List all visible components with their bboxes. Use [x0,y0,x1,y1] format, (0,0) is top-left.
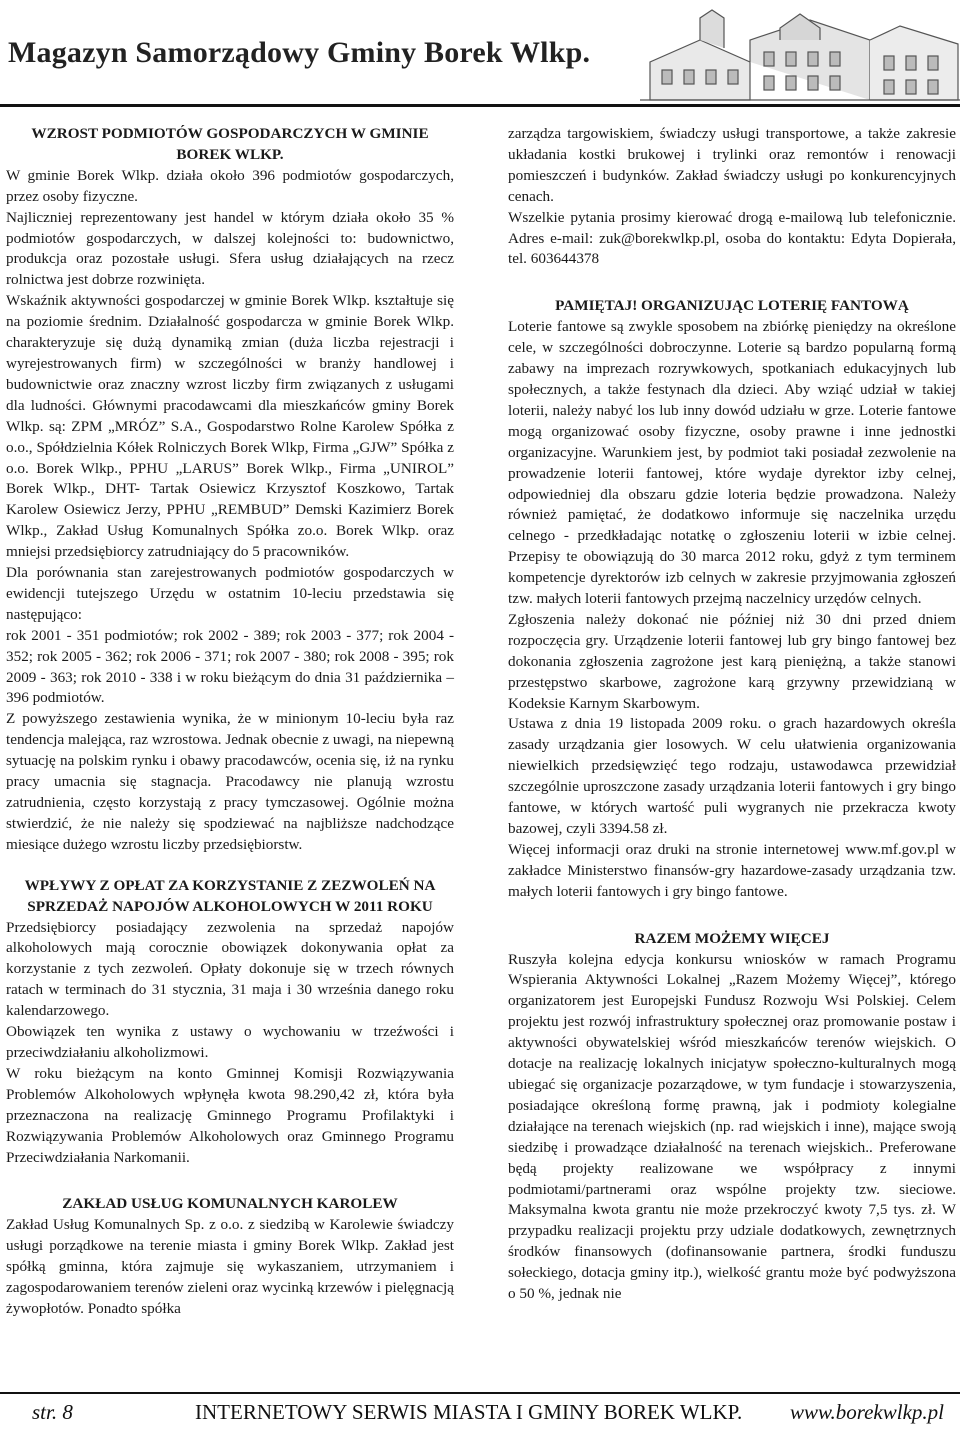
paragraph: Najliczniej reprezentowany jest handel w którym działa około 35 % podmiotów gospodarczych, w dalszej kolejności to: budownictwo, produkcja oraz pozostałe usługi. Sfera usług działających na rzecz rolnictwa jest dobrze rozwinięta. [6,208,454,289]
paragraph: Ruszyła kolejna edycja konkursu wniosków w ramach Programu Wspierania Aktywności Lokalnej „Razem Możemy Więcej”, którego organizatorem jest Europejski Fundusz Rozwoju Wsi Polskiej. Celem projektu jest rozwój infrastruktury społecznej oraz promowanie postaw i aktywności obywatelskiej wśród mieszkańców terenów wiejskich. O dotacje na realizację lokalnych inicjatyw społeczno-kulturalnych mogą ubiegać się organizacje pozarządowe, w tym fundacje i stowarzyszenia, posiadające określoną formę prawną, jak i podmioty kolegialne działające na terenach wiejskich (np. rad wiejskich i inne), mające swoją siedzibę i prowadzące działalność na terenach wiejskich.. Preferowane będą projekty realizowane we współpracy z innymi podmiotami/partnerami oraz wspólne projekty tzw. sieciowe. Maksymalna kwota grantu nie może przekroczyć kwoty 7,5 tys. zł. W przypadku realizacji projektu przy udziale dodatkowych, zewnętrznych środków finansowych (dofinansowanie partnera, środki funduszu sołeckiego, dotacja gminy itp.), wielkość grantu może być podwyższona o 50 %, jednak nie [508,950,956,1303]
paragraph: Wskaźnik aktywności gospodarczej w gminie Borek Wlkp. kształtuje się na poziomie średnim. Działalność gospodarcza w gminie Borek Wlkp. charakteryzuje się dużą dynamiką zmian (duża liczba rejestracji i wyrejestrowanych firm) w szczególności w branży handlowej i budownictwie oraz znaczny wzrost liczby firm związanych z usługami dla ludności. Głównymi pracodawcami dla mieszkańców gminy Borek Wlkp. są: ZPM „MRÓZ” S.A., Gospodarstwo Rolne Karolew Spółka z o.o., Spółdzielnia Kółek Rolniczych Borek Wlkp, Firma „GJW” Spółka z o.o. Borek Wlkp., PPHU „LARUS” Borek Wlkp., Firma „UNIROL” Borek Wlkp., DHT- Tartak Osiewicz Krzysztof Koszkowo, Tartak Karolew Osiewicz Jerzy, PPHU „REMBUD” Demski Kazimierz Borek Wlkp., Zakład Usług Komunalnych Spółka zo.o. Borek Wlkp. oraz mniejsi przedsiębiorcy zatrudniający do 5 pracowników. [6,292,454,561]
heading-zuk-karolew: ZAKŁAD USŁUG KOMUNALNYCH KAROLEW [62,1195,398,1213]
right-column [508,124,956,1305]
paragraph: zarządza targowiskiem, świadczy usługi transportowe, a także zakresie układania kostki brukowej i trylinki oraz remontów i renowacji pomieszczeń i budynków. Zakład świadczy usługi po konkurencyjnych cenach. [508,125,956,205]
heading-together-more: RAZEM MOŻEMY WIĘCEJ [634,929,830,947]
footer-website-link[interactable]: www.borekwlkp.pl [790,1400,944,1424]
footer-service-name: INTERNETOWY SERWIS MIASTA I GMINY BOREK WLKP. [195,1400,743,1424]
page-number: str. 8 [32,1400,73,1424]
paragraph: Przedsiębiorcy posiadający zezwolenia na sprzedaż napojów alkoholowych mają corocznie obowiązek dokonywania opłat za korzystanie z tych zezwoleń. Opłaty dokonuje się w trzech równych ratach w terminach do 31 stycznia, 31 maja i 30 września danego roku kalendarzowego. [6,918,454,1020]
masthead [0,0,960,107]
magazine-title: Magazyn Samorządowy Gminy Borek Wlkp. [8,36,591,69]
paragraph-contact: Wszelkie pytania prosimy kierować drogą e-mailową lub telefonicznie. Adres e-mail: zuk@borekwlkp.pl, osoba do kontaktu: Edyta Dopierała, tel. 603644378 [508,208,956,268]
paragraph: Ustawa z dnia 19 listopada 2009 roku. o grach hazardowych określa zasady urządzania gier losowych. W celu ułatwienia organizowania niewielkich przedsięwzięć tego rodzaju, ustawodawca przewidział szczególnie uproszczone zasady urządzania loterii fantowych i gry bingo fantowe, w których wartość puli wygranych nie przekracza kwoty bazowej, czyli 3394.58 zł. [508,715,956,837]
paragraph: W gminie Borek Wlkp. działa około 396 podmiotów gospodarczych, przez osoby fizyczne. [6,166,454,205]
paragraph: Dla porównania stan zarejestrowanych podmiotów gospodarczych w ewidencji tutejszego Urzędu w ostatnim 10-leciu przedstawia się następująco: [6,564,454,623]
paragraph: Obowiązek ten wynika z ustawy o wychowaniu w trzeźwości i przeciwdziałaniu alkoholizmowi. [6,1023,454,1061]
paragraph: Loterie fantowe są zwykle sposobem na zbiórkę pieniędzy na określone cele, w szczególności dobroczynne. Loterie są bardzo popularną formą zabawy na imprezach rozrywkowych, spotkaniach edukacyjnych lub społecznych, a także festynach dla dzieci. Aby wziąć udział w takiej loterii, należy nabyć los lub inny dowód udziału w grze. Loterie fantowe mogą organizować osoby fizyczne, osoby prawne i inne jednostki organizacyjne. Warunkiem jest, by podmiot taki posiadał zezwolenie na prowadzenie loterii fantowej, które wydaje dyrektor izby celnej, odpowiedniej dla obszaru gdzie loteria będzie prowadzona. Należy również pamiętać, że dodatkowo informuje się naczelnika urzędu celnego - przedkładając notatkę o zgłoszeniu loterii w izbie celnej. Przepisy te obowiązują do 30 marca 2012 roku, gdyż z tym terminem kompetencje dyrektorów izb celnych w zakresie przyjmowania zgłoszeń tzw. małych loterii fantowych przejmą naczelnicy urzędów celnych. [508,318,956,608]
heading-lottery: PAMIĘTAJ! ORGANIZUJĄC LOTERIĘ FANTOWĄ [555,297,909,315]
paragraph-yearly-stats: rok 2001 - 351 podmiotów; rok 2002 - 389; rok 2003 - 377; rok 2004 - 352; rok 2005 - 362; rok 2006 - 371; rok 2007 - 380; rok 2008 - 395; rok 2009 - 363; rok 2010 - 338 i w roku bieżącym do dnia 31 października – 396 podmiotów. [6,626,454,707]
heading-business-growth: WZROST PODMIOTÓW GOSPODARCZYCH W GMINIE BOREK WLKP. [31,125,429,163]
paragraph: Więcej informacji oraz druki na stronie internetowej www.mf.gov.pl w zakładce Ministerstwo finansów-gry hazardowe-zasady urządzania tzw. małych loterii fantowych i gry bingo fantowe. [508,840,956,900]
town-hall-illustration-icon [640,0,960,104]
paragraph: Z powyższego zestawienia wynika, że w minionym 10-leciu była raz tendencja malejąca, raz wzrostowa. Jednak obecnie z uwagi, na niepewną sytuację na polskim rynku i obawy pracodawców, ocenia się, iż na rynku pracy umacnia się stagnacja. Pracodawcy nie planują wzrostu zatrudnienia, często korzystają z pracy tymczasowej. Ogólnie można stwierdzić, że nie należy się spodziewać na najbliższe nadchodzące miesiące dużego wzrostu liczby przedsiębiorstw. [6,710,454,853]
heading-alcohol-fees: WPŁYWY Z OPŁAT ZA KORZYSTANIE Z ZEZWOLEŃ NA SPRZEDAŻ NAPOJÓW ALKOHOLOWYCH W 2011 ROKU [24,876,436,915]
left-column [6,124,454,1320]
paragraph: Zakład Usług Komunalnych Sp. z o.o. z siedzibą w Karolewie świadczy usługi porządkowe na terenie miasta i gminy Borek Wlkp. Zakład jest spółką gminna, która zajmuje się wykaszaniem, utrzymaniem i zagospodarowaniem terenów zieleni oraz wycinką krzewów i pielęgnacją żywopłotów. Ponadto spółka [6,1216,454,1317]
page-footer [0,1392,960,1428]
footer-rule [0,1392,960,1394]
paragraph: W roku bieżącym na konto Gminnej Komisji Rozwiązywania Problemów Alkoholowych wpłynęła kwota 98.290,42 zł, która była przeznaczona na realizację Gminnego Programu Profilaktyki i Rozwiązywania Problemów Alkoholowych oraz Gminnego Programu Przeciwdziałania Narkomanii. [6,1064,454,1166]
paragraph: Zgłoszenia należy dokonać nie później niż 30 dni przed dniem rozpoczęcia gry. Urządzenie loterii fantowej lub gry bingo fantowej bez dokonania zgłoszenia zagrożone jest karą pieniężną, a także stanowi przestępstwo skarbowe, zagrożone karą grzywny przewidzianą w Kodeksie Karnym Skarbowym. [508,610,956,712]
